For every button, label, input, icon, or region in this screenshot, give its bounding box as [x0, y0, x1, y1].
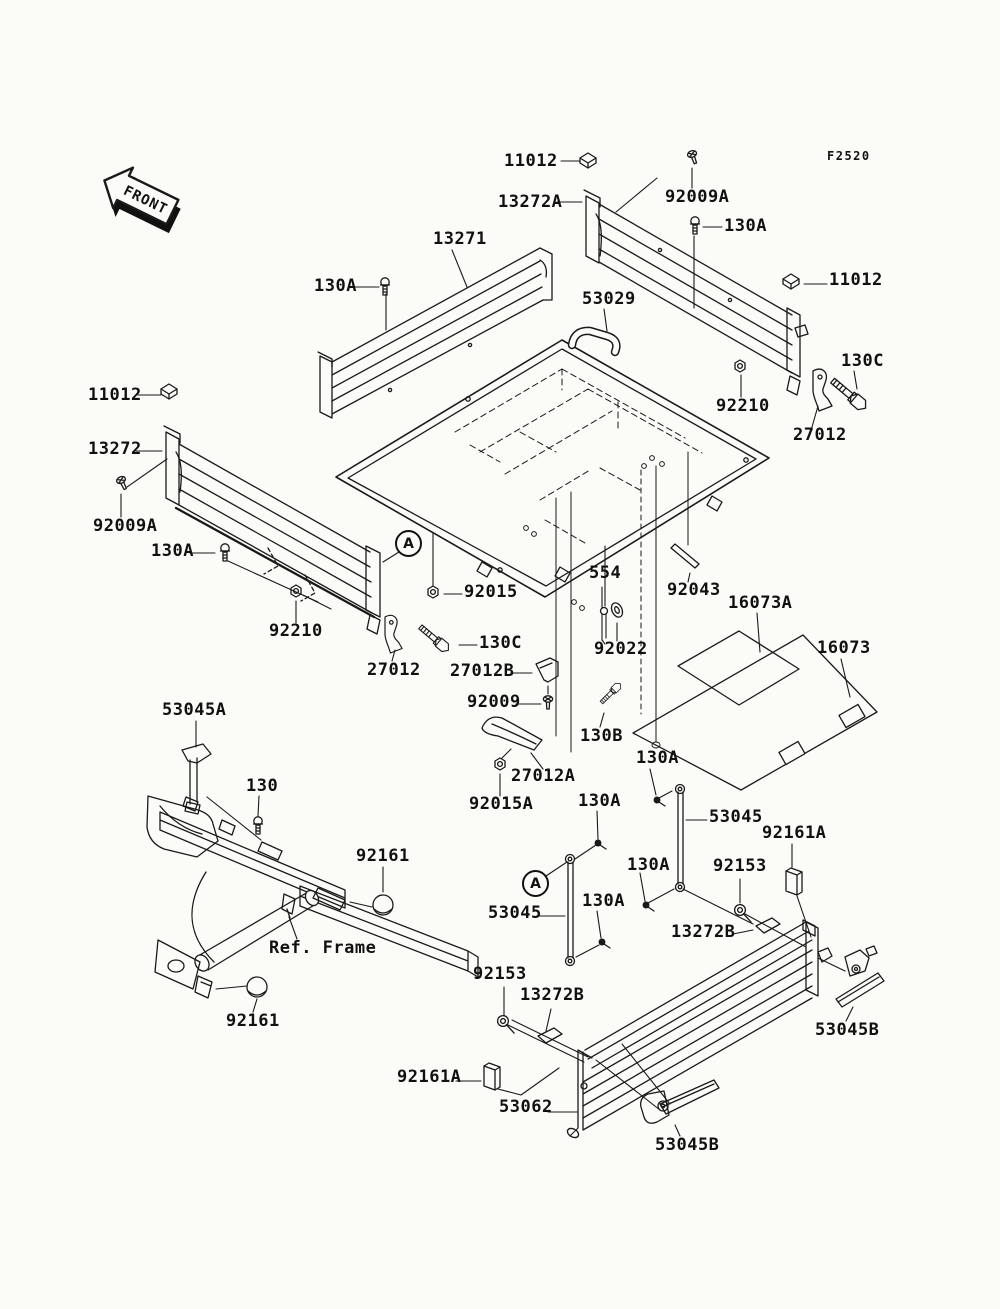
part-label-92161a-40: 92161A [397, 1067, 462, 1087]
part-label-11012-0: 11012 [504, 151, 558, 171]
figure-code: F2520 [827, 149, 871, 163]
part-label-130a-30: 130A [578, 791, 621, 811]
part-label-27012-16: 27012 [367, 660, 421, 680]
part-label-130-45: 130 [246, 776, 279, 796]
part-label-92210-15: 92210 [269, 621, 323, 641]
part-label-11012-11: 11012 [88, 385, 142, 405]
part-label-92015a-28: 92015A [469, 794, 534, 814]
part-label-92153-35: 92153 [713, 856, 767, 876]
part-label-92043-23: 92043 [667, 580, 721, 600]
part-label-13272b-36: 13272B [671, 922, 736, 942]
part-label-11012-7: 11012 [829, 270, 883, 290]
part-label-130c-8: 130C [841, 351, 884, 371]
part-label-ref-frame-47: Ref. Frame [269, 938, 377, 958]
part-label-53045b-43: 53045B [815, 1020, 880, 1040]
part-label-92009-20: 92009 [467, 692, 521, 712]
part-label-130a-3: 130A [724, 216, 767, 236]
part-label-16073-25: 16073 [817, 638, 871, 658]
part-label-554-21: 554 [589, 563, 622, 583]
part-label-53062-41: 53062 [499, 1097, 553, 1117]
part-label-13271-4: 13271 [433, 229, 487, 249]
part-label-92153-38: 92153 [473, 964, 527, 984]
part-label-130a-5: 130A [314, 276, 357, 296]
part-label-130a-14: 130A [151, 541, 194, 561]
part-label-53045b-42: 53045B [655, 1135, 720, 1155]
part-label-27012-10: 27012 [793, 425, 847, 445]
part-label-130b-26: 130B [580, 726, 623, 746]
part-label-53045-37: 53045 [488, 903, 542, 923]
part-label-92210-9: 92210 [716, 396, 770, 416]
part-label-92009a-13: 92009A [93, 516, 158, 536]
part-label-92009a-2: 92009A [665, 187, 730, 207]
detail-marker-a-1: A [522, 870, 549, 897]
part-label-13272-12: 13272 [88, 439, 142, 459]
part-label-13272b-39: 13272B [520, 985, 585, 1005]
part-label-130a-29: 130A [636, 748, 679, 768]
front-arrow-label: FRONT [120, 182, 171, 218]
part-label-130a-32: 130A [582, 891, 625, 911]
detail-marker-a-0: A [395, 530, 422, 557]
part-label-53029-6: 53029 [582, 289, 636, 309]
part-label-92022-22: 92022 [594, 639, 648, 659]
part-label-27012a-27: 27012A [511, 766, 576, 786]
part-label-92015-17: 92015 [464, 582, 518, 602]
part-label-130c-18: 130C [479, 633, 522, 653]
part-label-92161-48: 92161 [226, 1011, 280, 1031]
part-label-92161-46: 92161 [356, 846, 410, 866]
part-label-92161a-34: 92161A [762, 823, 827, 843]
part-label-13272a-1: 13272A [498, 192, 563, 212]
part-label-53045a-44: 53045A [162, 700, 227, 720]
part-label-27012b-19: 27012B [450, 661, 515, 681]
part-label-130a-31: 130A [627, 855, 670, 875]
part-label-16073a-24: 16073A [728, 593, 793, 613]
part-label-53045-33: 53045 [709, 807, 763, 827]
